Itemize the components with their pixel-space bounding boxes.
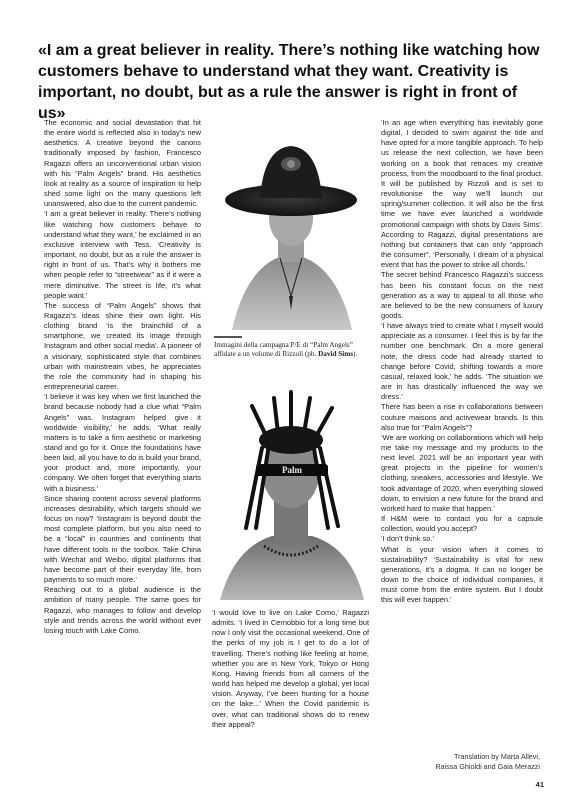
credit-line: Translation by Marta Allevi, [453,752,540,761]
right-column [381,118,543,606]
paragraph: ‘I have always tried to create what I myself would appreciate as a consumer. I feel this is by far the number one benchmark. On a more general note, the dress code had already started to change before Covid, shifting towards a more casual, relaxed look,’ he adds. ‘The situation we are in has drastically influenced the way we dress.’ [381,321,543,402]
paragraph: The secret behind Francesco Ragazzi’s success has been his constant focus on the next generation as a way to appeal to all those who are believed to be the new consumers of luxury goods. [381,270,543,320]
paragraph: If H&M were to contact you for a capsule collection, would you accept? [381,514,543,534]
paragraph: The success of “Palm Angels” shows that Ragazzi’s ideas shine their own light. His clothing brand ‘is the brainchild of a smartphone, we created its image through Instagram and other social media’. A pioneer of a visionary, sophisticated style that combines urban with mainstream vibes, he appreciates the role the community had in shaping his entrepreneurial career. [44,300,201,392]
paragraph: What is your vision when it comes to sustainability? ‘Sustainability is vital for new generations, it’s a dogma. It can no longer be down to the choice of individual companies, it must come from the entire system. But I doubt this will ever happen.’ [381,544,543,605]
paragraph: ‘I would love to live on Lake Como,’ Ragazzi admits. ‘I lived in Cernobbio for a long time but now I only visit the occasional weekend. One of the perks of my job is I get to do a lot of travelling. There’s nothing like feeling at home, whether you are in New York, Tokyo or Hong Kong. Having friends from all corners of the world has helped me develop a global, yet local vision. Anyway, I’ve been hunting for a house on the lake...’ When the Covid pandemic is over, what can traditional shows do to renew their appeal? [212,608,369,729]
paragraph: ‘I believe it was key when we first launched the brand because nobody had a clue what “Palm Angels” was. Instagram helped give it worldwide visibility,’ he adds. ‘What really matters is to take a firm aesthetic or marketing stand and go for it. Once the foundations have been laid, all you have to do is build your brand, your product and, more importantly, your company. We often forget that everything starts with a business.’ [44,392,201,493]
left-column [44,118,201,636]
translation-credits [400,752,540,772]
caption-text: Immagini della campagna P/E di “Palm Angels” affidate a un volume di Rizzoli (ph. [214,341,353,358]
photo-model-braids [212,378,370,600]
article-headline: «I am a great believer in reality. There’s nothing like watching how customers behave to understand what they want. Creativity is important, no doubt, but as a rule the answer is right in front of us» [38,42,540,122]
caption-end: ). [353,349,358,358]
paragraph: ‘I don’t think so.’ [381,534,434,544]
caption-rule [214,336,242,338]
paragraph: Since sharing content across several platforms increases desirability, which targets should we focus on now? ‘Instagram is beyond doubt the most complete platform, but you also need to be a “local” in countries and continents that have different tools in the toolbox. Take China with Wechat and Weibo, digital platforms that have become part of their everyday life, from payments to so much more.’ [44,493,201,585]
page-number: 41 [535,780,544,789]
photo-caption [214,341,368,358]
paragraph: Reaching out to a global audience is the ambition of many people. The same goes for Ragazzi, who manages to follow and develop style and trends across the world without ever losing touch with Lake Como. [44,585,201,635]
paragraph: ‘I am a great believer in reality. There’s nothing like watching how customers behave to understand what they want,’ he exclaimed in an exclusive interview with Tess. ‘Creativity is important, no doubt, but as a rule the answer is right in front of us. That’s why it bothers me when people refer to “streetwear” as if it were a mere diminutive. The street is life, it’s what people want.’ [44,209,201,300]
sunglasses-logo: Palm [282,465,302,475]
paragraph: ‘We are working on collaborations which will help me take my message and my products to the next level. 2021 will be an important year with great projects in the pipeline for women’s clothing, sneakers, accessories and lifestyle. We took advantage of 2020, when everything slowed down, to envision a new future for the brand and worked hard to make that happen.’ [381,432,543,513]
paragraph: There has been a rise in collaborations between couture maisons and activewear brands. Is this also true for “Palm Angels”? [381,402,543,432]
paragraph: The economic and social devastation that hit the entire world is reflected also in today’s new aesthetics. A creative beyond the canons traditionally imposed by fashion, Francesco Ragazzi offers an unconventional urban vision with his “Palm Angels” brand. His aesthetics look at reality as a source of inspiration to help shed some light on the many questions left unanswered, also due to the current pandemic. [44,118,201,209]
middle-column [212,608,369,730]
paragraph: ‘In an age when everything has inevitably gone digital, I decided to swim against the tide and have opted for a more tangible approach. To help us release the next collection, we have been working on a book that retraces my creative process, from the moodboard to the final product. It will be published by Rizzoli and is set to revolutionise the way we’ll launch our spring/summer collection. It will also be the first time we have ever launched a worldwide promotional campaign with shots by Davis Sims’. According to Ragazzi, digital presentations are nothing but containers that can only “approach the consumer”. ‘Personally, I dream of a physical event that has the power to strike all chords.’ [381,118,543,270]
photo-model-hat [212,118,370,330]
credit-line: Raissa Ghioldi and Gaia Merazzi [435,762,540,771]
caption-credit: David Sims [318,349,354,358]
